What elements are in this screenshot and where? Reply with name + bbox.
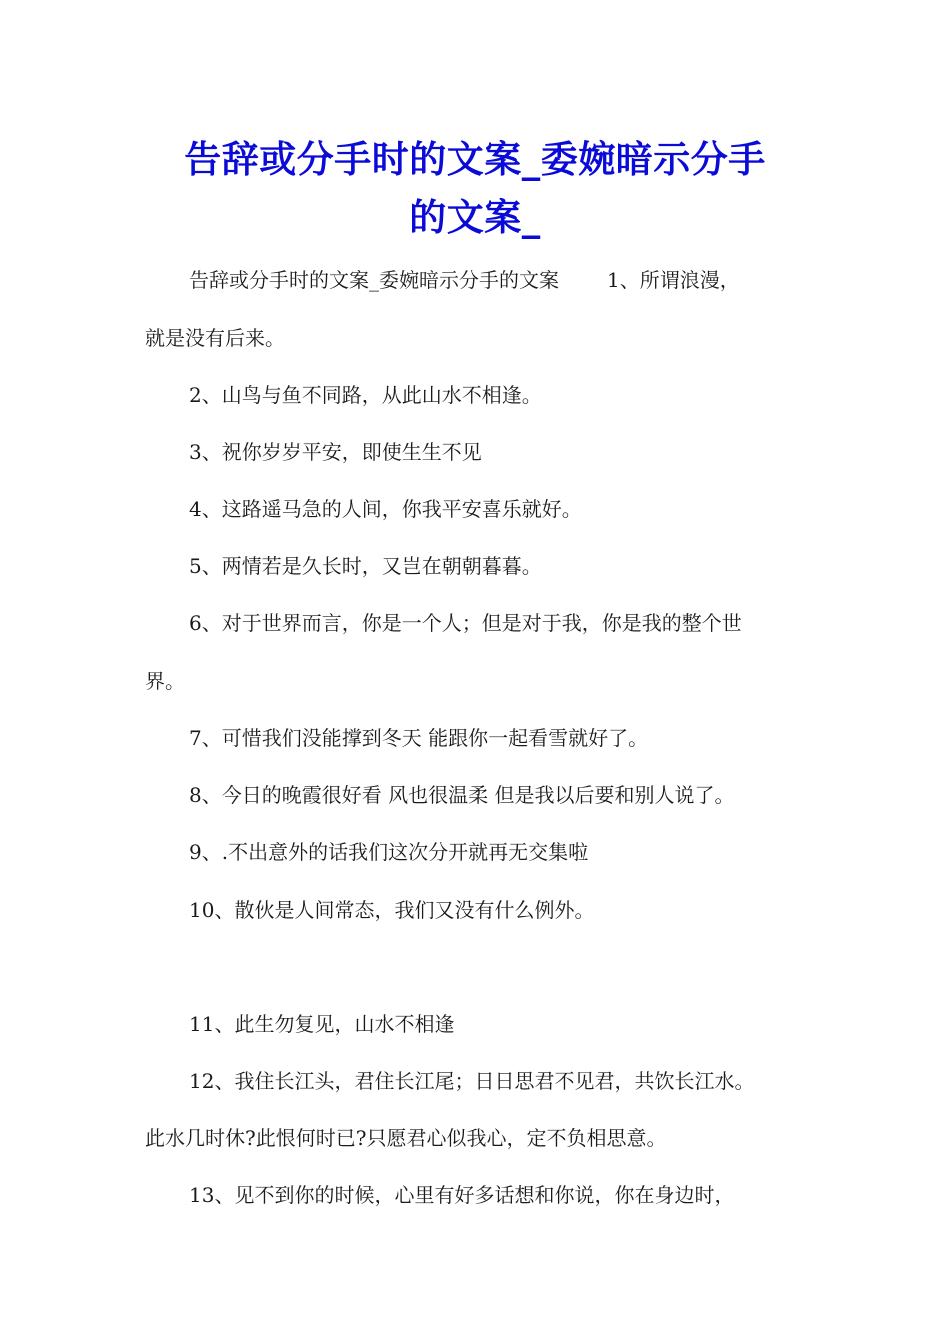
list-item-12: 12、我住长江头，君住长江尾；日日思君不见君，共饮长江水。 [189,1069,755,1093]
list-item-13: 13、见不到你的时候，心里有好多话想和你说，你在身边时， [189,1183,735,1207]
list-item-5: 5、两情若是久长时，又岂在朝朝暮暮。 [189,554,542,578]
list-item-12-continuation: 此水几时休?此恨何时已?只愿君心似我心，定不负相思意。 [145,1126,667,1150]
list-item-6-continuation: 界。 [145,669,185,693]
list-item-3: 3、祝你岁岁平安，即使生生不见 [189,440,482,464]
list-item-2: 2、山鸟与鱼不同路，从此山水不相逢。 [189,383,542,407]
intro-continuation: 就是没有后来。 [145,326,285,350]
intro-paragraph [189,266,740,294]
title-line-2: 的文案_ [409,195,541,239]
document-title [145,130,805,246]
intro-lead: 告辞或分手时的文案_委婉暗示分手的文案 [189,268,559,292]
list-item-6: 6、对于世界而言，你是一个人；但是对于我，你是我的整个世 [189,611,742,635]
list-item-7: 7、可惜我们没能撑到冬天 能跟你一起看雪就好了。 [189,726,649,750]
list-item-9: 9、.不出意外的话我们这次分开就再无交集啦 [189,840,589,864]
list-item-10: 10、散伙是人间常态，我们又没有什么例外。 [189,898,595,922]
title-line-1: 告辞或分手时的文案_委婉暗示分手 [184,137,766,181]
list-item-11: 11、此生勿复见，山水不相逢 [189,1012,455,1036]
list-item-4: 4、这路遥马急的人间，你我平安喜乐就好。 [189,497,582,521]
intro-item-1: 1、所谓浪漫， [607,268,740,292]
list-item-8: 8、今日的晚霞很好看 风也很温柔 但是我以后要和别人说了。 [189,783,735,807]
